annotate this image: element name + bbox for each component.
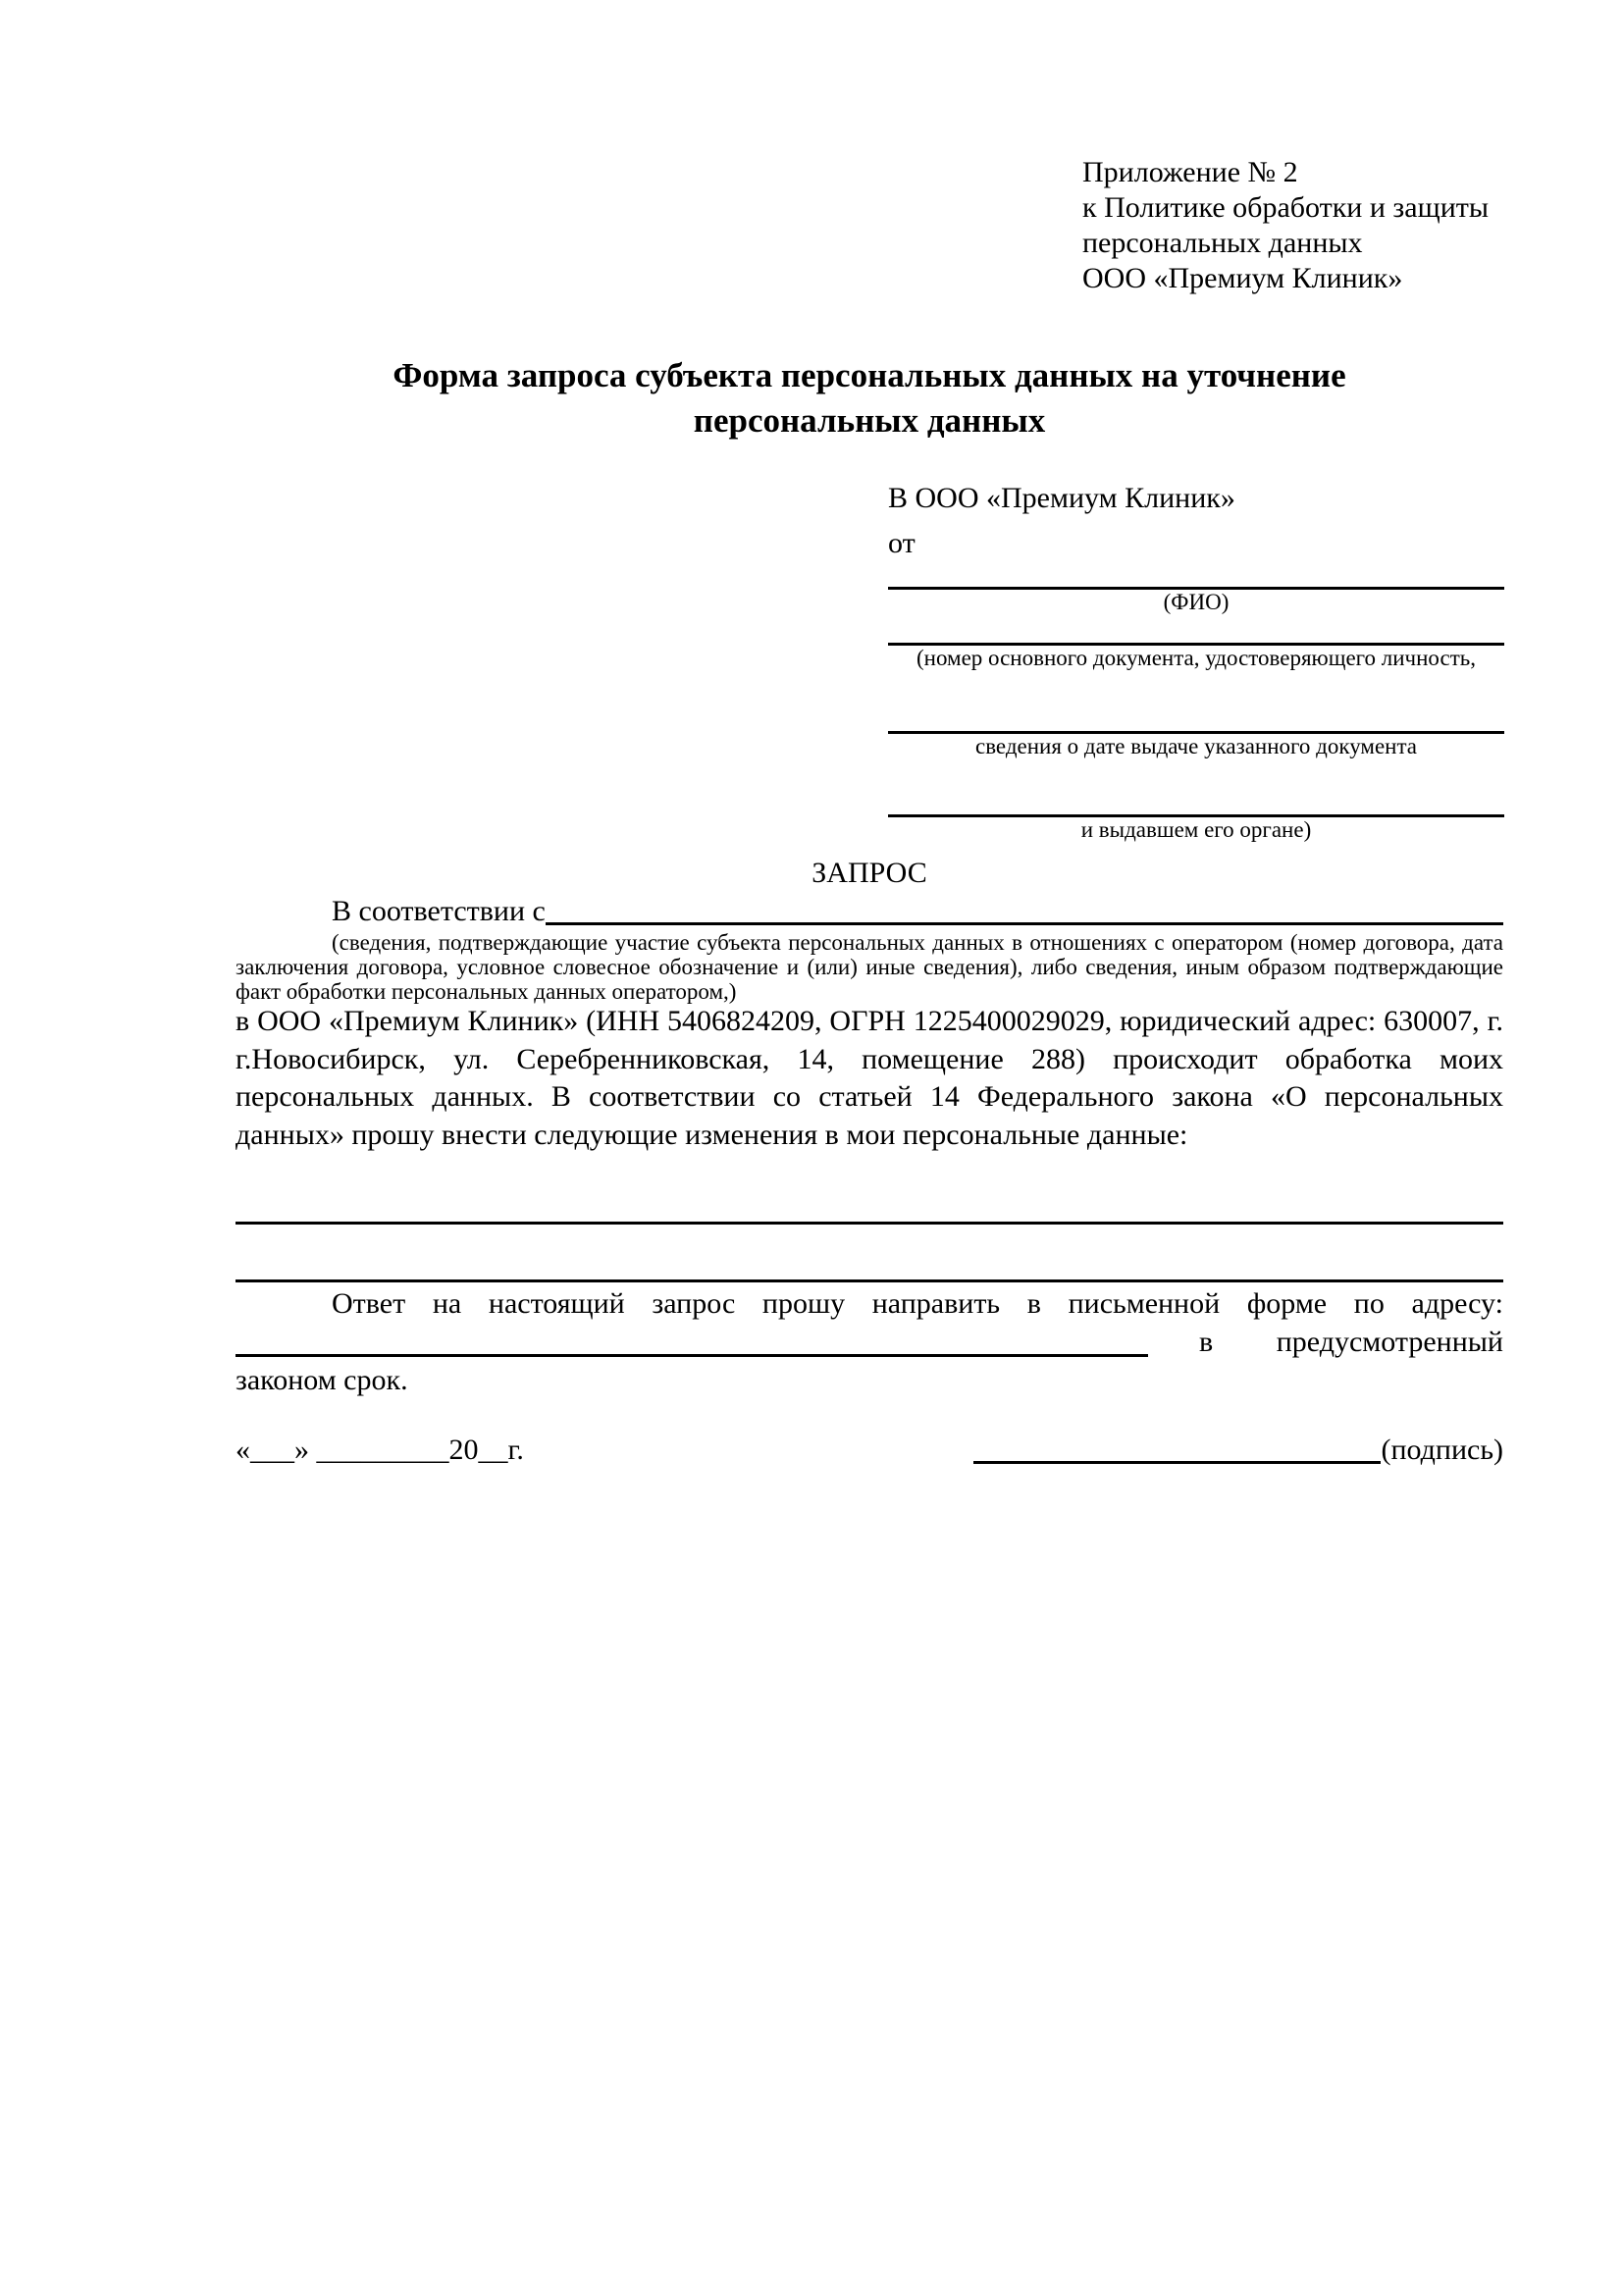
date-placeholder: «___» _________20__г. [236,1434,524,1466]
reply-paragraph [236,1285,1503,1399]
issue-date-caption: сведения о дате выдаче указанного документа [974,734,1418,758]
changes-fill-line-2 [236,1279,1503,1282]
reply-tail-in: в [1199,1326,1214,1358]
fio-fill-line [888,561,1504,590]
date-signature-row [236,1425,1503,1470]
issuer-caption: и выдавшем его органе) [1080,817,1312,842]
reply-address-fill-line [236,1354,1148,1357]
appendix-block [1082,155,1489,296]
intro-note: (сведения, подтверждающие участие субъекта персональных данных в отношениях с оператором (номер договора, дата заключения договора, условное словесное обозначение и (или) иные сведения), либо сведения, иным образом подтверждающие факт обработки персональных данных оператором,) [236,930,1503,1004]
appendix-line: к Политике обработки и защиты [1082,191,1490,224]
signature-group [973,1431,1503,1470]
appendix-line: персональных данных [1082,227,1363,259]
intro-prefix: В соответствии с [332,895,546,927]
reply-tail-word: предусмотренный [1276,1326,1503,1358]
appendix-line: ООО «Премиум Клиник» [1082,262,1403,294]
document-number-caption: (номер основного документа, удостоверяющего личность, [916,646,1476,670]
appendix-line: Приложение № 2 [1082,156,1298,188]
request-body: в ООО «Премиум Клиник» (ИНН 5406824209, ОГРН 1225400029029, юридический адрес: 630007, г. г.Новосибирск, ул. Серебренниковская, 14, помещение 288) происходит обработка моих персональных данных. В соответствии со статьей 14 Федерального закона «О персональных данных» прошу внести следующие изменения в мои персональные данные: [236,1005,1503,1151]
reply-tail [1148,1324,1503,1362]
intro-line [236,893,1503,930]
form-title-wrap [236,353,1503,444]
addressee-block [888,481,1504,843]
signature-fill-line [973,1461,1381,1464]
form-title: Форма запроса субъекта персональных данных на уточнение персональных данных [393,356,1346,440]
fio-caption: (ФИО) [1163,590,1230,614]
document-number-fill-line [888,615,1504,646]
addressee-from-label: от [888,527,916,559]
issuer-fill-line [888,759,1504,817]
reply-end: законом срок. [236,1363,408,1396]
signature-caption: (подпись) [1381,1434,1503,1466]
reply-address-line [236,1324,1503,1362]
request-heading: ЗАПРОС [812,857,927,889]
issue-date-fill-line [888,671,1504,734]
basis-fill-line [546,893,1503,925]
changes-fill-line-1 [236,1222,1503,1225]
reply-sentence: Ответ на настоящий запрос прошу направить в письменной форме по адресу: [332,1287,1503,1320]
addressee-to: В ООО «Премиум Клиник» [888,482,1235,514]
